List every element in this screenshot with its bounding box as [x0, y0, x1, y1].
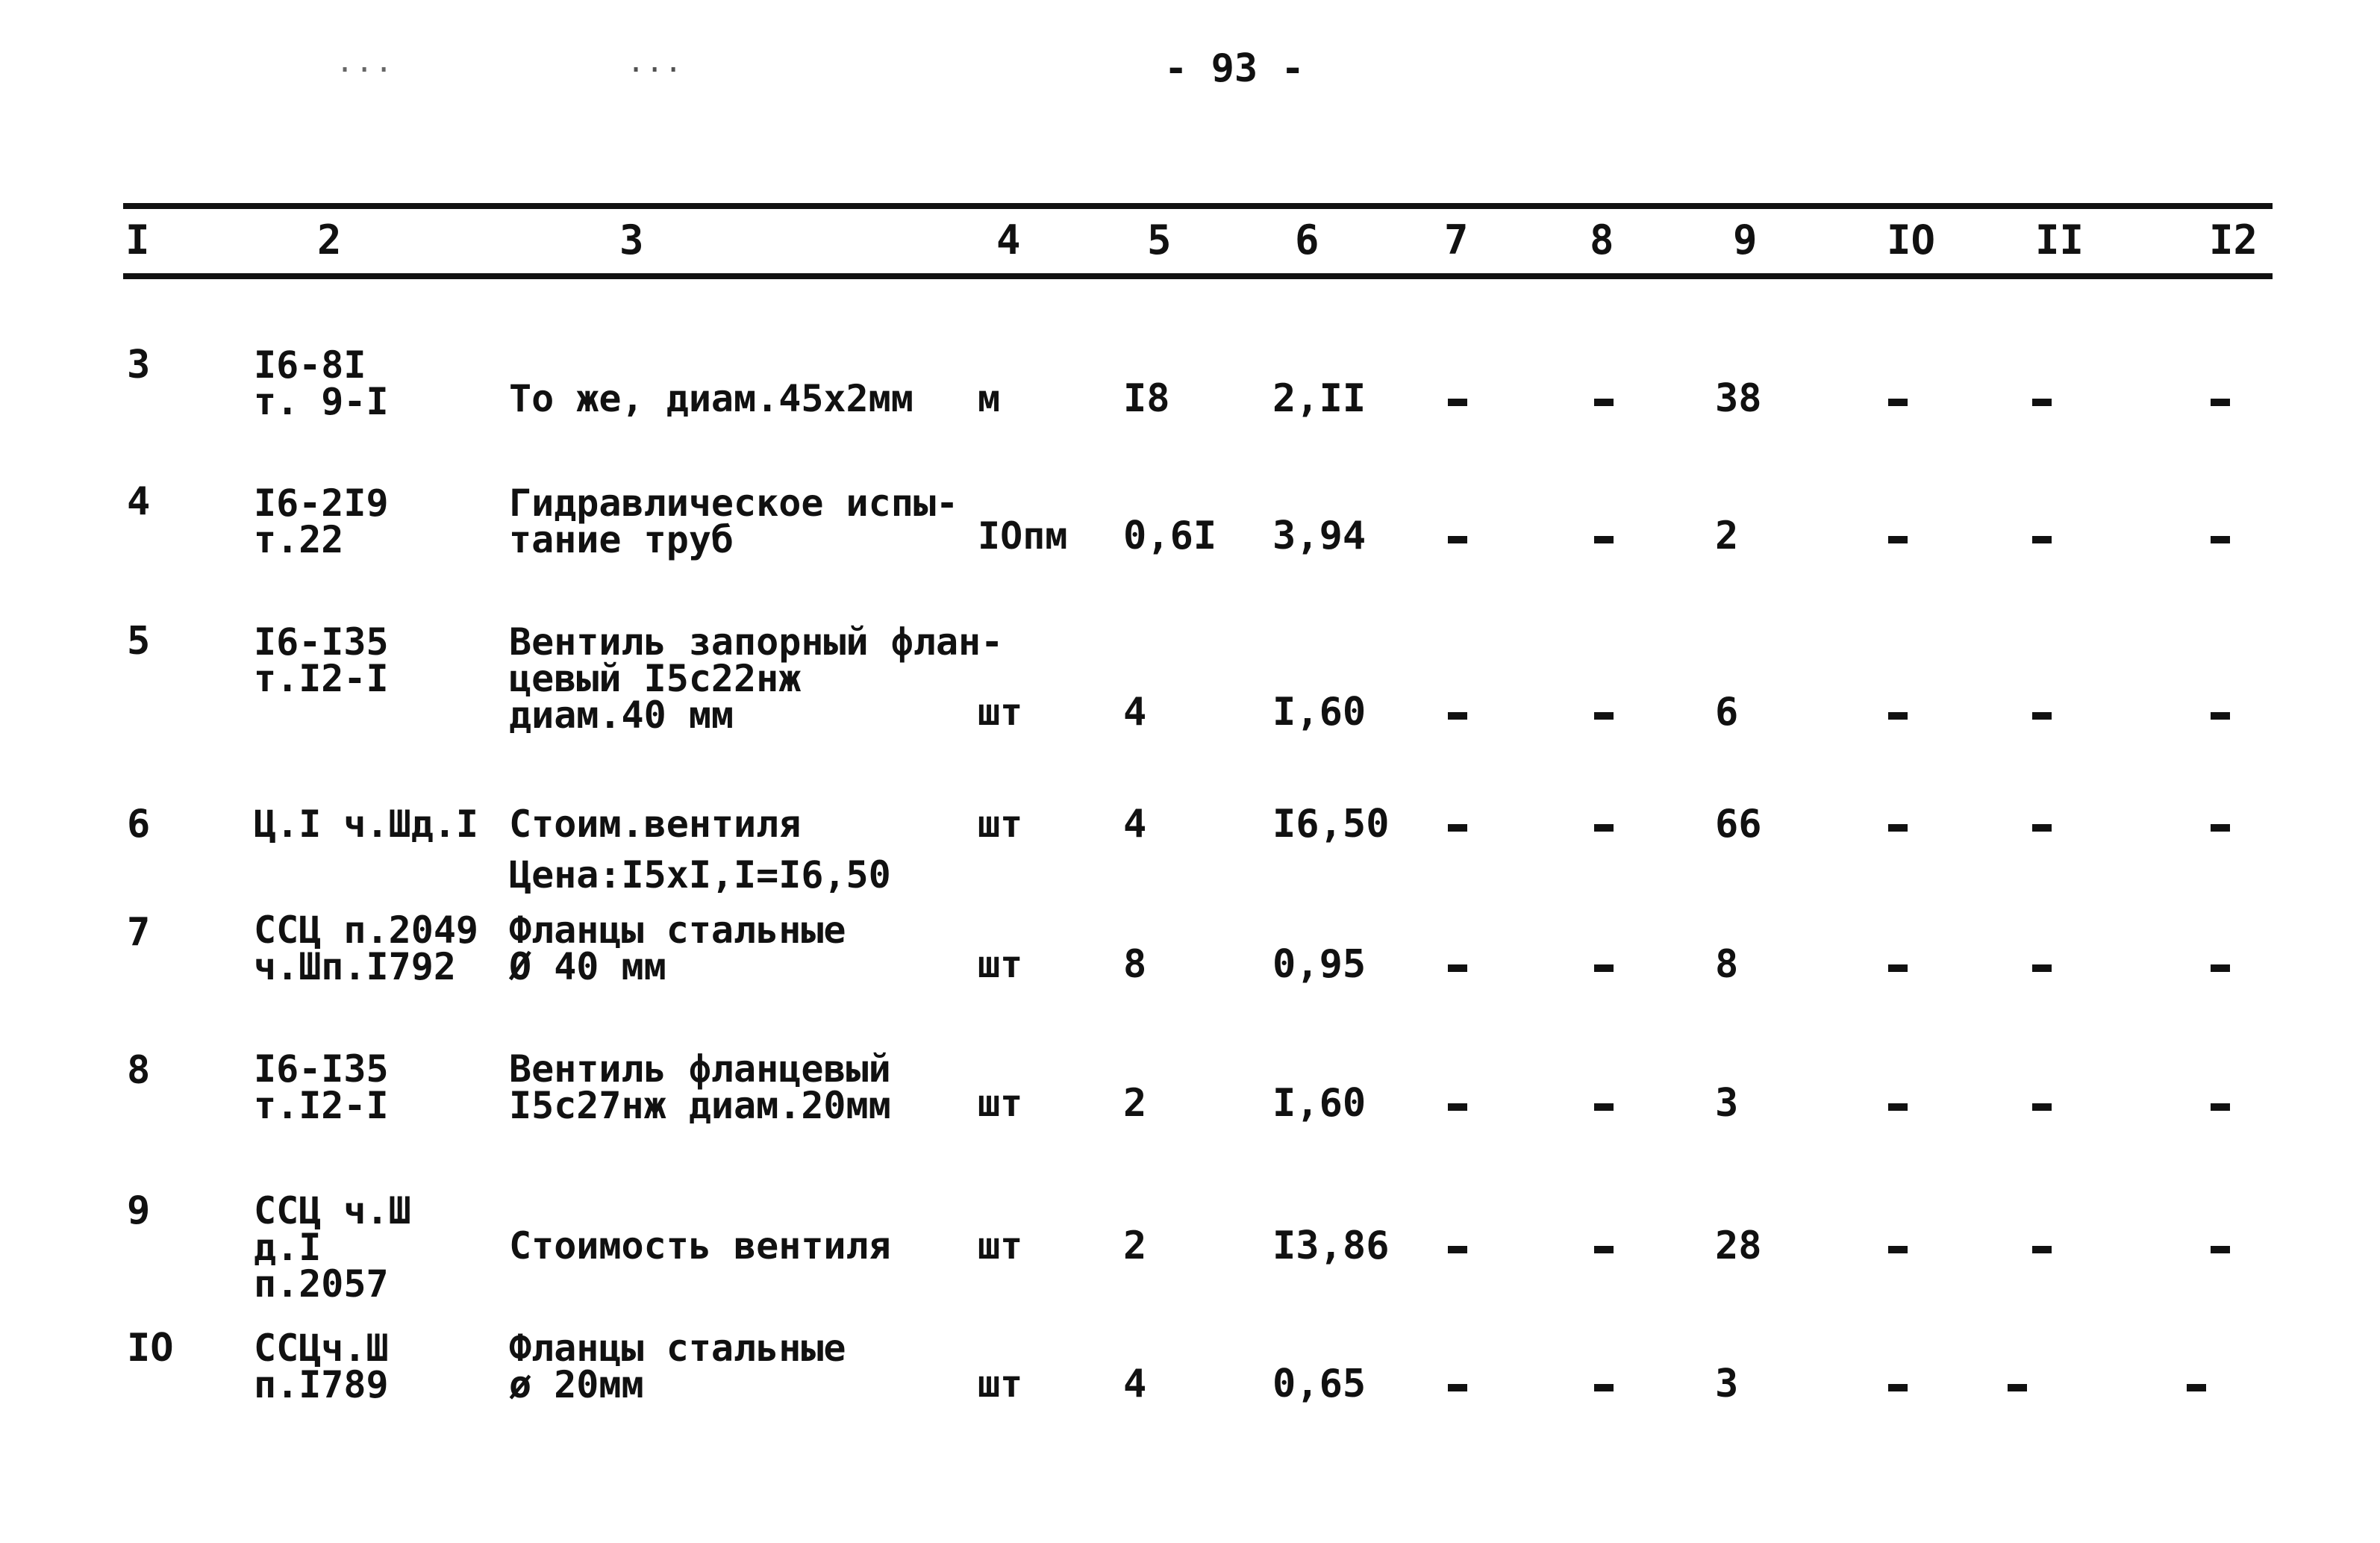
unit: шт [978, 1362, 1023, 1406]
empty-value-dash [1594, 712, 1614, 720]
empty-value-dash [2032, 536, 2052, 543]
total-cost: 6 [1715, 690, 1739, 735]
column-header: I2 [2209, 216, 2258, 264]
norm-code: ССЦ п.2049 ч.Шп.I792 [254, 908, 479, 988]
norm-code: I6-8I т. 9-I [254, 343, 389, 423]
total-cost: 66 [1715, 802, 1762, 847]
unit-price: I6,50 [1272, 802, 1390, 847]
row-number: 4 [127, 479, 151, 524]
unit-price: I,60 [1272, 1081, 1367, 1126]
item-name: То же, диам.45х2мм [509, 377, 913, 420]
empty-value-dash [1594, 824, 1614, 832]
empty-value-dash [1448, 712, 1467, 720]
unit-price: 2,II [1272, 376, 1367, 421]
empty-value-dash [1888, 1384, 1908, 1391]
quantity: 4 [1123, 802, 1147, 847]
empty-value-dash [2211, 536, 2230, 543]
column-header: 7 [1444, 216, 1469, 264]
price-note: Цена:I5хI,I=I6,50 [509, 853, 891, 897]
empty-value-dash [1888, 536, 1908, 543]
empty-value-dash [2211, 1103, 2230, 1111]
empty-value-dash [2211, 1246, 2230, 1253]
unit-price: 0,65 [1272, 1362, 1367, 1406]
empty-value-dash [1594, 1103, 1614, 1111]
row-number: 7 [127, 910, 151, 955]
unit: шт [978, 943, 1023, 986]
empty-value-dash [2032, 1103, 2052, 1111]
total-cost: 8 [1715, 942, 1739, 987]
empty-value-dash [2211, 399, 2230, 406]
row-number: 3 [127, 343, 151, 387]
item-name: Вентиль фланцевый I5с27нж диам.20мм [509, 1047, 891, 1127]
norm-code: Ц.I ч.Шд.I [254, 802, 479, 846]
empty-value-dash [2032, 712, 2052, 720]
empty-value-dash [1594, 1246, 1614, 1253]
quantity: 4 [1123, 1362, 1147, 1406]
unit: м [978, 377, 1001, 420]
empty-value-dash [2187, 1384, 2206, 1391]
empty-value-dash [1888, 1103, 1908, 1111]
column-header: IO [1887, 216, 1936, 264]
column-header: 5 [1147, 216, 1172, 264]
empty-value-dash [2032, 1246, 2052, 1253]
page-number: - 93 - [1164, 46, 1305, 91]
quantity: 8 [1123, 942, 1147, 987]
column-header: I [125, 216, 150, 264]
item-name: Фланцы стальные Ø 40 мм [509, 908, 846, 988]
empty-value-dash [1448, 824, 1467, 832]
row-number: IO [127, 1326, 174, 1371]
empty-value-dash [1594, 964, 1614, 972]
quantity: I8 [1123, 376, 1170, 421]
empty-value-dash [1888, 1246, 1908, 1253]
quantity: 2 [1123, 1224, 1147, 1268]
item-name: Гидравлическое испы- тание труб [509, 481, 959, 561]
empty-value-dash [2008, 1384, 2027, 1391]
empty-value-dash [1888, 964, 1908, 972]
row-number: 6 [127, 802, 151, 847]
empty-value-dash [1888, 712, 1908, 720]
column-header: II [2035, 216, 2084, 264]
empty-value-dash [1448, 1246, 1467, 1253]
quantity: 4 [1123, 690, 1147, 735]
unit-price: 0,95 [1272, 942, 1367, 987]
total-cost: 2 [1715, 514, 1739, 558]
table-header-rule [123, 273, 2273, 279]
unit: шт [978, 802, 1023, 846]
total-cost: 3 [1715, 1081, 1739, 1126]
item-name: Стоимость вентиля [509, 1224, 891, 1268]
unit: шт [978, 1082, 1023, 1125]
total-cost: 3 [1715, 1362, 1739, 1406]
total-cost: 28 [1715, 1224, 1762, 1268]
empty-value-dash [2032, 399, 2052, 406]
unit-price: I3,86 [1272, 1224, 1390, 1268]
column-header: 2 [317, 216, 342, 264]
empty-value-dash [1448, 536, 1467, 543]
empty-value-dash [1888, 399, 1908, 406]
unit-price: 3,94 [1272, 514, 1367, 558]
empty-value-dash [2032, 964, 2052, 972]
norm-code: I6-I35 т.I2-I [254, 620, 389, 700]
unit-price: I,60 [1272, 690, 1367, 735]
item-name: Фланцы стальные ø 20мм [509, 1327, 846, 1406]
empty-value-dash [1594, 1384, 1614, 1391]
total-cost: 38 [1715, 376, 1762, 421]
empty-value-dash [2211, 964, 2230, 972]
empty-value-dash [1594, 536, 1614, 543]
empty-value-dash [1448, 964, 1467, 972]
empty-value-dash [2032, 824, 2052, 832]
unit: шт [978, 691, 1023, 734]
item-name: Стоим.вентиля [509, 802, 802, 846]
row-number: 9 [127, 1188, 151, 1233]
quantity: 2 [1123, 1081, 1147, 1126]
norm-code: I6-2I9 т.22 [254, 481, 389, 561]
empty-value-dash [1448, 1103, 1467, 1111]
quantity: 0,6I [1123, 514, 1217, 558]
unit: IOпм [978, 514, 1068, 558]
empty-value-dash [2211, 824, 2230, 832]
table-top-rule [123, 203, 2273, 209]
empty-value-dash [1448, 1384, 1467, 1391]
column-header: 4 [996, 216, 1021, 264]
header-mid-fragment: ... [627, 45, 684, 79]
header-left-fragment: ... [336, 45, 395, 79]
empty-value-dash [1888, 824, 1908, 832]
item-name: Вентиль запорный флан- цевый I5с22нж диам.40 мм [509, 620, 1004, 737]
column-header: 6 [1295, 216, 1319, 264]
empty-value-dash [1448, 399, 1467, 406]
empty-value-dash [1594, 399, 1614, 406]
column-header: 9 [1733, 216, 1758, 264]
norm-code: ССЦ ч.Ш д.I п.2057 [254, 1189, 411, 1306]
unit: шт [978, 1224, 1023, 1268]
empty-value-dash [2211, 712, 2230, 720]
row-number: 8 [127, 1048, 151, 1093]
column-header: 8 [1590, 216, 1614, 264]
column-header: 3 [619, 216, 644, 264]
norm-code: I6-I35 т.I2-I [254, 1047, 389, 1127]
norm-code: ССЦч.Ш п.I789 [254, 1327, 389, 1406]
row-number: 5 [127, 619, 151, 664]
